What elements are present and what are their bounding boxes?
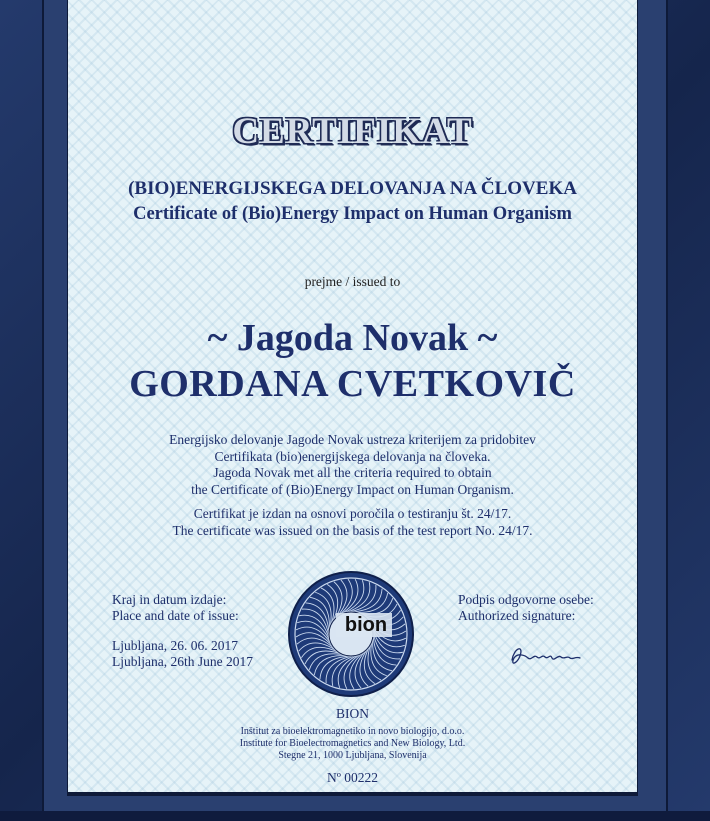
body-line: the Certificate of (Bio)Energy Impact on Human Organism.	[191, 481, 514, 497]
certificate-title: CERTIFIKAT	[232, 111, 473, 152]
signature-labels	[458, 592, 594, 624]
handwritten-signature	[504, 638, 594, 672]
subtitle-english: Certificate of (Bio)Energy Impact on Human Organism	[133, 204, 572, 224]
certificate-paper	[68, 0, 637, 795]
report-line: Certifikat je izdan na osnovi poročila o testiranju št. 24/17.	[193, 506, 512, 521]
body-line: Jagoda Novak met all the criteria required to obtain	[213, 465, 492, 480]
org-line-sl: Inštitut za bioelektromagnetiko in novo biologijo, d.o.o.	[240, 726, 465, 737]
seal-text: bion	[344, 614, 388, 636]
subtitle-slovenian: (BIO)ENERGIJSKEGA DELOVANJA NA ČLOVEKA	[128, 178, 577, 199]
certificate-body	[68, 432, 637, 498]
product-name: ~ Jagoda Novak ~	[207, 317, 498, 359]
bion-seal-icon	[286, 569, 416, 699]
body-line: Energijsko delovanje Jagode Novak ustreza kriterijem za pridobitev	[169, 432, 536, 447]
certificate-number: Nº 00222	[326, 770, 379, 785]
signature-label-en: Authorized signature:	[458, 608, 576, 623]
report-line: The certificate was issued on the basis of the test report No. 24/17.	[172, 522, 533, 538]
org-line-en: Institute for Bioelectromagnetics and New Biology, Ltd.	[239, 738, 466, 749]
body-line: Certifikata (bio)energijskega delovanja na človeka.	[214, 448, 491, 464]
org-address: Stegne 21, 1000 Ljubljana, Slovenija	[278, 750, 427, 761]
place-date-labels	[112, 592, 239, 624]
issue-dates	[112, 638, 253, 670]
signature-label-sl: Podpis odgovorne osebe:	[458, 592, 594, 607]
organization-details	[68, 726, 637, 762]
place-label-en: Place and date of issue:	[112, 608, 239, 623]
date-sl: Ljubljana, 26. 06. 2017	[112, 638, 238, 653]
date-en: Ljubljana, 26th June 2017	[112, 654, 253, 669]
issued-to-label: prejme / issued to	[304, 274, 401, 289]
organization-name: BION	[336, 706, 369, 721]
bottom-border	[0, 811, 710, 821]
recipient-name: GORDANA CVETKOVIČ	[129, 363, 576, 405]
report-statement	[68, 506, 637, 539]
place-label-sl: Kraj in datum izdaje:	[112, 592, 227, 607]
